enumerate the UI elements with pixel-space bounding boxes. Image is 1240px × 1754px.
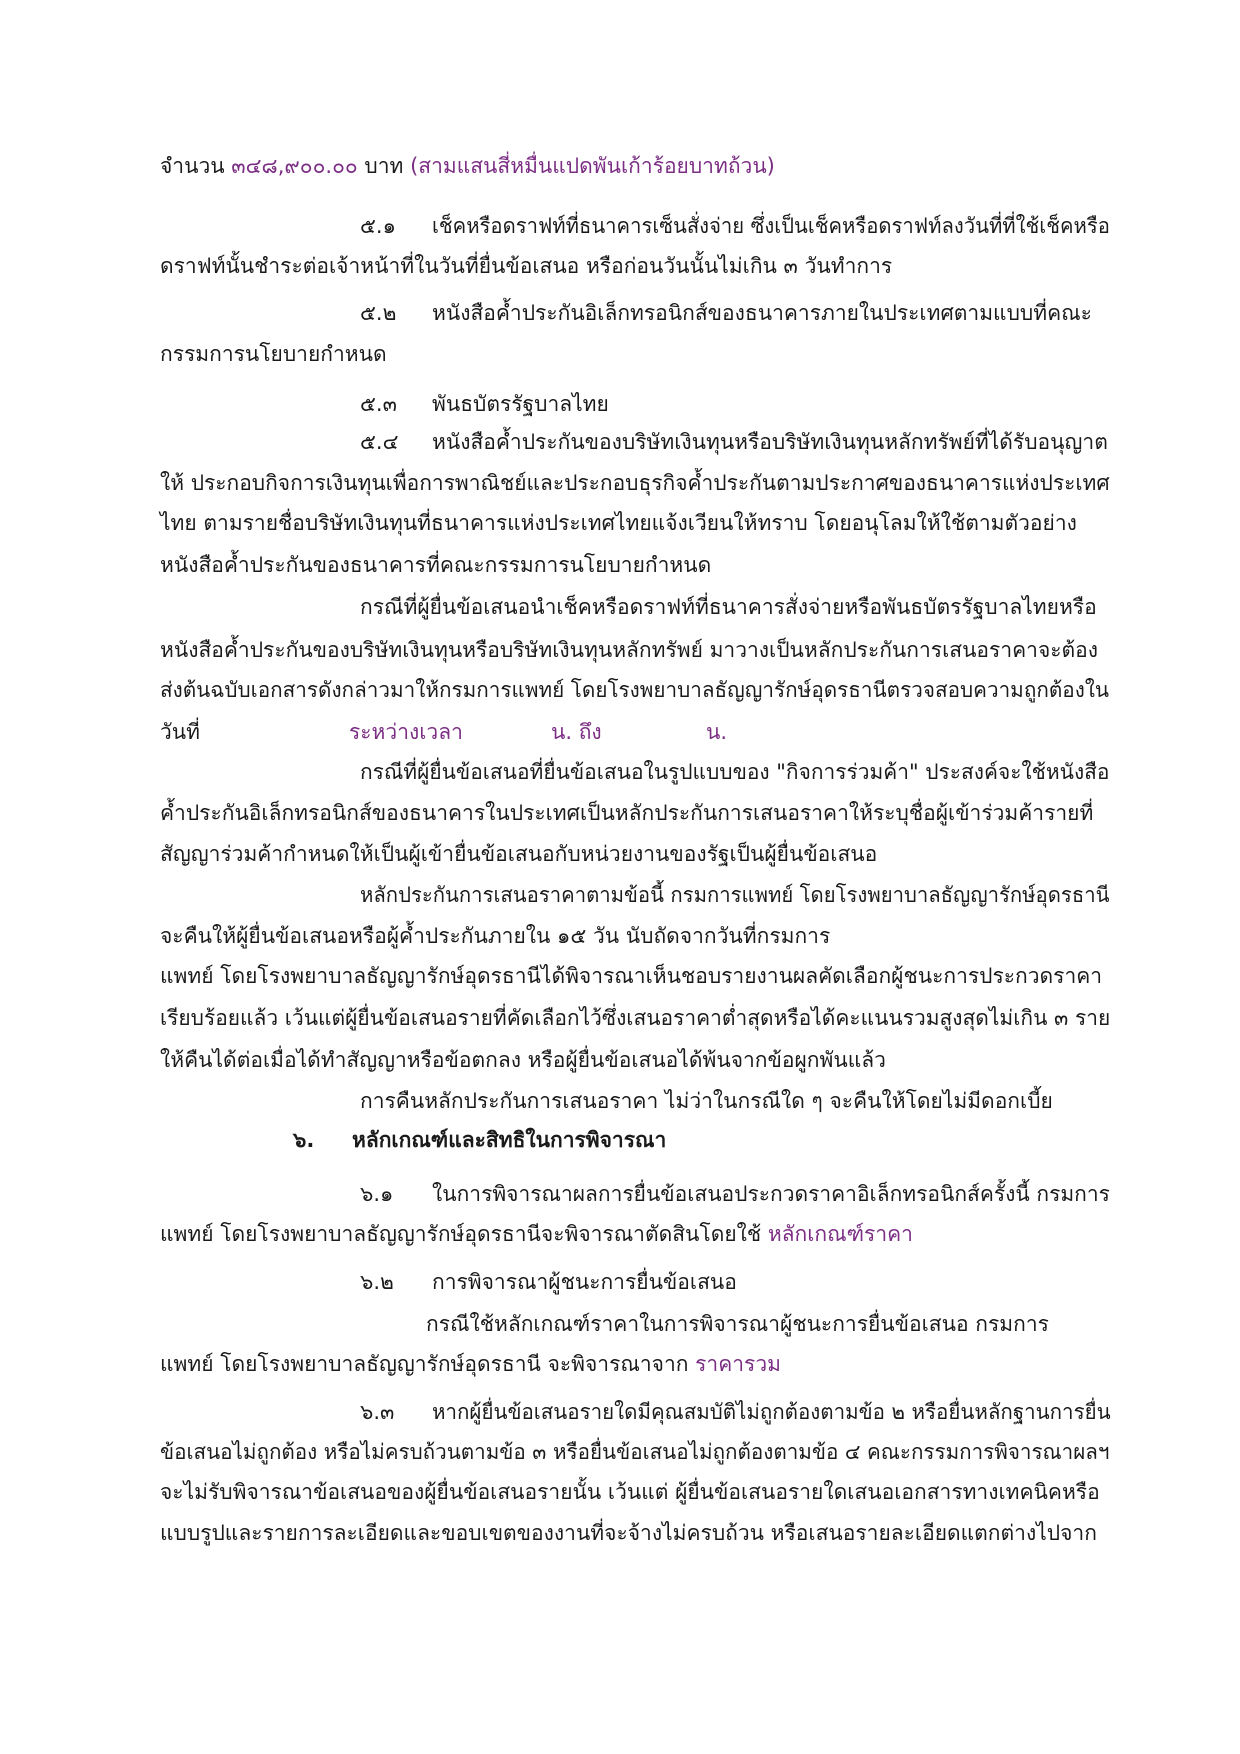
clause-text: หนังสือค้ำประกันของบริษัทเงินทุนหรือบริษัทเงินทุนหลักทรัพย์ที่ได้รับอนุญาต xyxy=(432,430,1108,454)
text-line: ให้คืนได้ต่อเมื่อได้ทำสัญญาหรือข้อตกลง หรือผู้ยื่นข้อเสนอได้พ้นจากข้อผูกพันแล้ว xyxy=(160,1048,886,1072)
highlighted-text: หลักเกณฑ์ราคา xyxy=(767,1222,913,1246)
text-line: กรรมการนโยบายกำหนด xyxy=(160,342,387,366)
line-segment: แพทย์ โดยโรงพยาบาลธัญญารักษ์อุดรธานี จะพิจารณาจาก xyxy=(160,1352,696,1376)
text-line: การคืนหลักประกันการเสนอราคา ไม่ว่าในกรณีใด ๆ จะคืนให้โดยไม่มีดอกเบี้ย xyxy=(360,1089,1053,1113)
text-line: หนังสือค้ำประกันของธนาคารที่คณะกรรมการนโยบายกำหนด xyxy=(160,553,712,577)
text-line: ค้ำประกันอิเล็กทรอนิกส์ของธนาคารในประเทศเป็นหลักประกันการเสนอราคาให้ระบุชื่อผู้เข้าร่วมค้ารายที่ xyxy=(160,801,1094,825)
text-line: ไทย ตามรายชื่อบริษัทเงินทุนที่ธนาคารแห่งประเทศไทยแจ้งเวียนให้ทราบ โดยอนุโลมให้ใช้ตามตัวอย่าง xyxy=(160,511,1077,535)
section-number: ๖. xyxy=(293,1128,315,1152)
line-segment: แพทย์ โดยโรงพยาบาลธัญญารักษ์อุดรธานีจะพิจารณาตัดสินโดยใช้ xyxy=(160,1222,768,1246)
text-line: ดราฟท์นั้นชำระต่อเจ้าหน้าที่ในวันที่ยื่นข้อเสนอ หรือก่อนวันนั้นไม่เกิน ๓ วันทำการ xyxy=(160,254,893,278)
clause-number: ๕.๓ xyxy=(360,392,397,416)
clause-number: ๕.๔ xyxy=(360,430,399,454)
text-line: ให้ ประกอบกิจการเงินทุนเพื่อการพาณิชย์และประกอบธุรกิจค้ำประกันตามประกาศของธนาคารแห่งประเทศ xyxy=(160,471,1110,495)
clause-number: ๖.๑ xyxy=(360,1182,394,1206)
clause-number: ๕.๑ xyxy=(360,214,396,238)
clause-text: หากผู้ยื่นข้อเสนอรายใดมีคุณสมบัติไม่ถูกต้องตามข้อ ๒ หรือยื่นหลักฐานการยื่น xyxy=(432,1400,1111,1424)
highlighted-text: (สามแสนสี่หมื่นแปดพันเก้าร้อยบาทถ้วน) xyxy=(410,154,775,178)
highlighted-text: ราคารวม xyxy=(695,1352,781,1376)
text-line: จะคืนให้ผู้ยื่นข้อเสนอหรือผู้ค้ำประกันภายใน ๑๕ วัน นับถัดจากวันที่กรมการ xyxy=(160,924,831,948)
clause-text: เช็คหรือดราฟท์ที่ธนาคารเซ็นสั่งจ่าย ซึ่งเป็นเช็คหรือดราฟท์ลงวันที่ที่ใช้เช็คหรือ xyxy=(432,214,1110,238)
text-line: กรณีที่ผู้ยื่นข้อเสนอนำเช็คหรือดราฟท์ที่ธนาคารสั่งจ่ายหรือพันธบัตรรัฐบาลไทยหรือ xyxy=(360,595,1097,619)
text-line: แบบรูปและรายการละเอียดและขอบเขตของงานที่จะจ้างไม่ครบถ้วน หรือเสนอรายละเอียดแตกต่างไปจาก xyxy=(160,1521,1097,1545)
text-line: แพทย์ โดยโรงพยาบาลธัญญารักษ์อุดรธานีได้พิจารณาเห็นชอบรายงานผลคัดเลือกผู้ชนะการประกวดราคา xyxy=(160,964,1103,988)
text-line: กรณีใช้หลักเกณฑ์ราคาในการพิจารณาผู้ชนะการยื่นข้อเสนอ กรมการ xyxy=(426,1312,1049,1336)
to-time-label: น. ถึง xyxy=(551,720,602,744)
end-time-label: น. xyxy=(706,720,728,744)
text-line: จะไม่รับพิจารณาข้อเสนอของผู้ยื่นข้อเสนอรายนั้น เว้นแต่ ผู้ยื่นข้อเสนอรายใดเสนอเอกสารทางเทคนิคหรือ xyxy=(160,1480,1100,1504)
line-segment: จำนวน xyxy=(160,154,232,178)
text-line xyxy=(160,1350,781,1378)
section-heading: หลักเกณฑ์และสิทธิในการพิจารณา xyxy=(352,1128,667,1152)
clause-text: พันธบัตรรัฐบาลไทย xyxy=(432,392,609,416)
date-label: วันที่ xyxy=(160,720,200,744)
clause-number: ๖.๓ xyxy=(360,1400,395,1424)
text-line xyxy=(160,152,775,180)
text-line: กรณีที่ผู้ยื่นข้อเสนอที่ยื่นข้อเสนอในรูปแบบของ "กิจการร่วมค้า" ประสงค์จะใช้หนังสือ xyxy=(360,760,1110,784)
text-line: หลักประกันการเสนอราคาตามข้อนี้ กรมการแพทย์ โดยโรงพยาบาลธัญญารักษ์อุดรธานี xyxy=(360,883,1110,907)
clause-number: ๕.๒ xyxy=(360,301,397,325)
highlighted-text: ๓๔๘,๙๐๐.๐๐ xyxy=(231,154,358,178)
between-time-label: ระหว่างเวลา xyxy=(349,720,463,744)
clause-text: หนังสือค้ำประกันอิเล็กทรอนิกส์ของธนาคารภายในประเทศตามแบบที่คณะ xyxy=(432,301,1092,325)
text-line: สัญญาร่วมค้ากำหนดให้เป็นผู้เข้ายื่นข้อเสนอกับหน่วยงานของรัฐเป็นผู้ยื่นข้อเสนอ xyxy=(160,842,878,866)
line-segment: บาท xyxy=(357,154,411,178)
text-line: หนังสือค้ำประกันของบริษัทเงินทุนหรือบริษัทเงินทุนหลักทรัพย์ มาวางเป็นหลักประกันการเสนอราคาจะต้อง xyxy=(160,638,1099,662)
text-line: เรียบร้อยแล้ว เว้นแต่ผู้ยื่นข้อเสนอรายที่คัดเลือกไว้ซึ่งเสนอราคาต่ำสุดหรือได้คะแนนรวมสูงสุดไม่เกิน ๓ ราย xyxy=(160,1006,1111,1030)
text-line xyxy=(160,1220,913,1248)
clause-text: ในการพิจารณาผลการยื่นข้อเสนอประกวดราคาอิเล็กทรอนิกส์ครั้งนี้ กรมการ xyxy=(432,1182,1110,1206)
clause-text: การพิจารณาผู้ชนะการยื่นข้อเสนอ xyxy=(432,1270,737,1294)
text-line: ข้อเสนอไม่ถูกต้อง หรือไม่ครบถ้วนตามข้อ ๓ หรือยื่นข้อเสนอไม่ถูกต้องตามข้อ ๔ คณะกรรมการพิจารณาผลฯ xyxy=(160,1440,1110,1464)
text-line: ส่งต้นฉบับเอกสารดังกล่าวมาให้กรมการแพทย์ โดยโรงพยาบาลธัญญารักษ์อุดรธานีตรวจสอบความถูกต้องใน xyxy=(160,678,1110,702)
clause-number: ๖.๒ xyxy=(360,1270,394,1294)
